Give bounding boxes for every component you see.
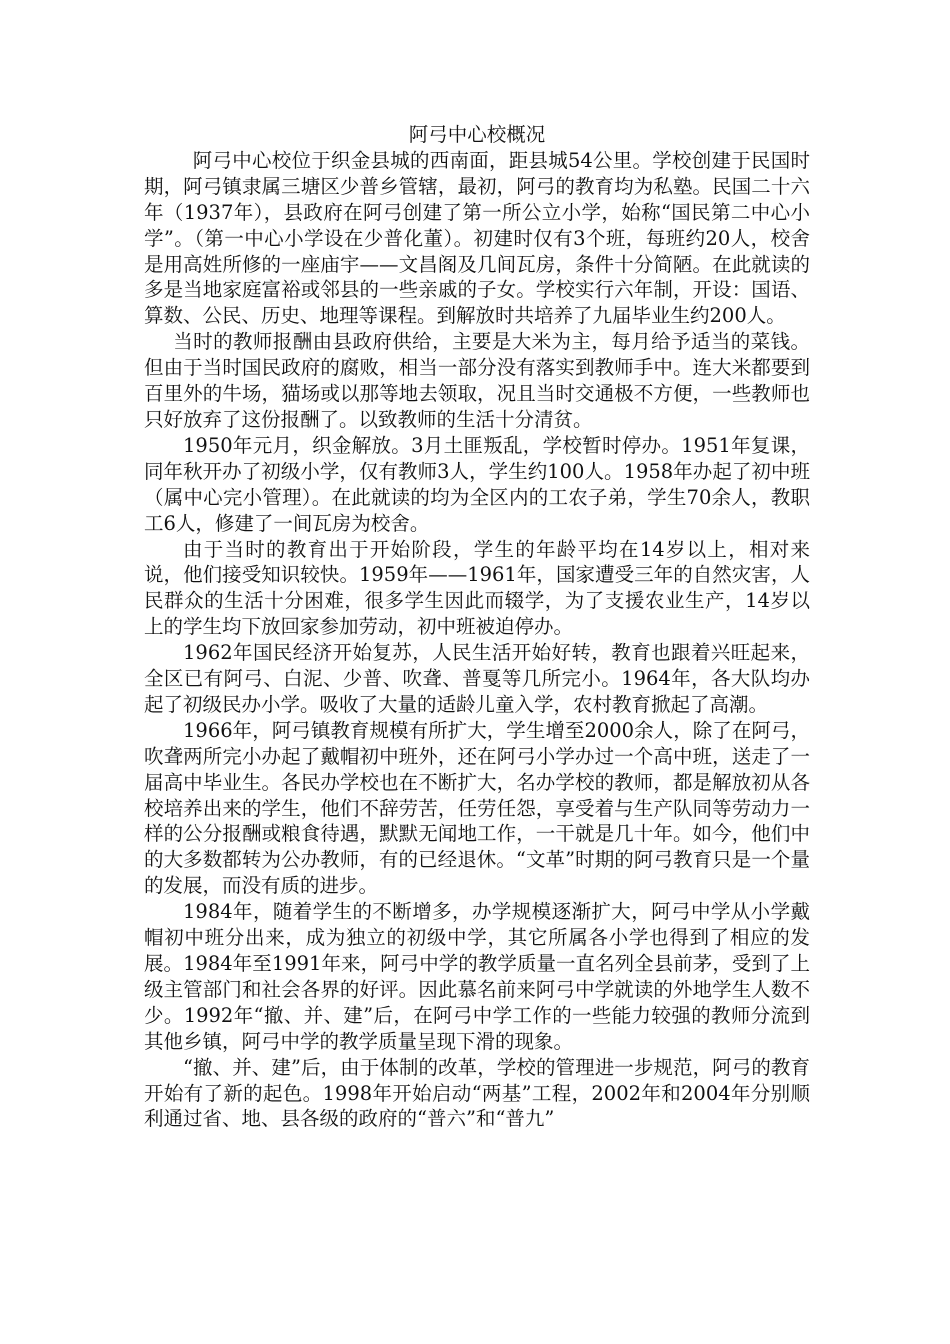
paragraph-1950: 1950年元月，织金解放。3月土匪叛乱，学校暂时停办。1951年复课，同年秋开办了初级小学，仅有教师3人，学生约100人。1958年办起了初中班（属中心完小管理）。在此就读的均为全区内的工农子弟，学生70余人，教职工6人，修建了一间瓦房为校舍。	[144, 433, 810, 535]
paragraph-reform: “撤、并、建”后，由于体制的改革，学校的管理进一步规范，阿弓的教育开始有了新的起色。1998年开始启动“两基”工程，2002年和2004年分别顺利通过省、地、县各级的政府的“普六”和“普九”	[144, 1055, 810, 1131]
paragraph-1966: 1966年，阿弓镇教育规模有所扩大，学生增至2000余人，除了在阿弓，吹聋两所完小办起了戴帽初中班外，还在阿弓小学办过一个高中班，送走了一届高中毕业生。各民办学校也在不断扩大，名办学校的教师，都是解放初从各校培养出来的学生，他们不辞劳苦，任劳任怨，享受着与生产队同等劳动力一样的公分报酬或粮食待遇，默默无闻地工作，一干就是几十年。如今，他们中的大多数都转为公办教师，有的已经退休。“文革”时期的阿弓教育只是一个量的发展，而没有质的进步。	[144, 718, 810, 898]
document-title: 阿弓中心校概况	[408, 123, 546, 146]
paragraph-teacher-pay: 当时的教师报酬由县政府供给，主要是大米为主，每月给予适当的菜钱。但由于当时国民政府的腐败，相当一部分没有落实到教师手中。连大米都要到百里外的牛场，猫场或以那等地去领取，况且当时交通极不方便，一些教师也只好放弃了这份报酬了。以致教师的生活十分清贫。	[144, 330, 810, 431]
paragraph-1959: 由于当时的教育出于开始阶段，学生的年龄平均在14岁以上，相对来说，他们接受知识较快。1959年——1961年，国家遭受三年的自然灾害，人民群众的生活十分困难，很多学生因此而辍学，为了支援农业生产，14岁以上的学生均下放回家参加劳动，初中班被迫停办。	[144, 537, 810, 639]
paragraph-1962: 1962年国民经济开始复苏，人民生活开始好转，教育也跟着兴旺起来，全区已有阿弓、白泥、少普、吹聋、普戛等几所完小。1964年，各大队均办起了初级民办小学。吸收了大量的适龄儿童入学，农村教育掀起了高潮。	[144, 641, 810, 716]
paragraph-founding: 阿弓中心校位于织金县城的西南面，距县城54公里。学校创建于民国时期，阿弓镇隶属三塘区少普乡管辖，最初，阿弓的教育均为私塾。民国二十六年（1937年），县政府在阿弓创建了第一所公立小学，始称“国民第二中心小学”。（第一中心小学设在少普化董）。初建时仅有3个班，每班约20人，校舍是用高姓所修的一座庙宇——文昌阁及几间瓦房，条件十分简陋。在此就读的多是当地家庭富裕或邻县的一些亲戚的子女。学校实行六年制，开设：国语、算数、公民、历史、地理等课程。到解放时共培养了九届毕业生约200人。	[144, 148, 810, 328]
document-body	[144, 122, 810, 1132]
paragraph-1984: 1984年，随着学生的不断增多，办学规模逐渐扩大，阿弓中学从小学戴帽初中班分出来，成为独立的初级中学，其它所属各小学也得到了相应的发展。1984年至1991年来，阿弓中学的教学质量一直名列全县前茅，受到了上级主管部门和社会各界的好评。因此慕名前来阿弓中学就读的外地学生人数不少。1992年“撤、并、建”后，在阿弓中学工作的一些能力较强的教师分流到其他乡镇，阿弓中学的教学质量呈现下滑的现象。	[144, 900, 810, 1053]
